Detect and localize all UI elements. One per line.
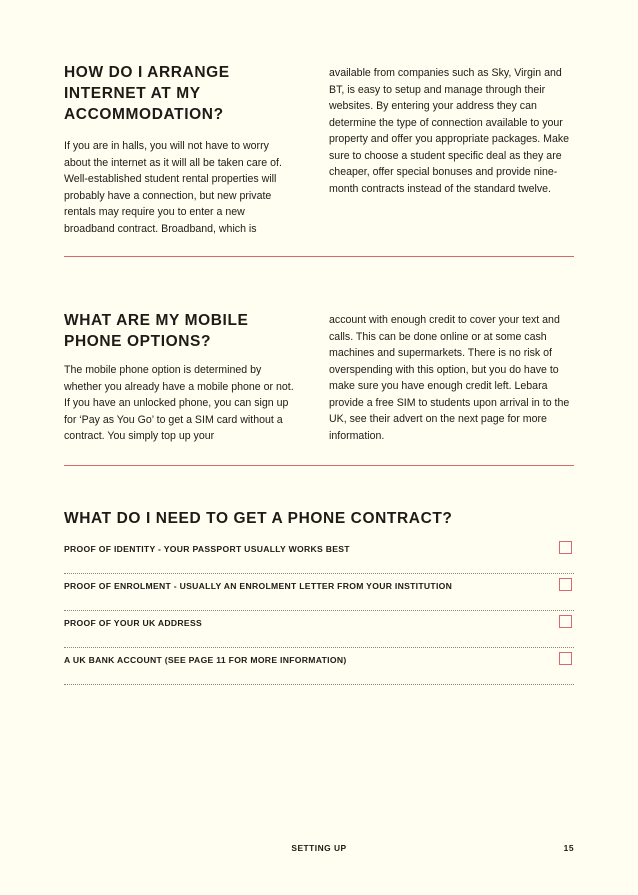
mobile-heading: WHAT ARE MY MOBILE PHONE OPTIONS? [64, 312, 249, 350]
checklist-item [64, 537, 574, 574]
checklist-item [64, 611, 574, 648]
divider-2 [64, 465, 574, 466]
checkbox[interactable] [559, 541, 572, 554]
checklist-item-label: PROOF OF YOUR UK ADDRESS [64, 618, 203, 628]
internet-left-text: If you are in halls, you will not have to worry about the internet as it will all be taken care of. Well-established student rental properties will probably have a connection, but new private rentals may require you to enter a new broadband contract. Broadband, which is [64, 140, 282, 235]
page-number: 15 [563, 843, 574, 853]
mobile-left-column [64, 310, 300, 445]
checklist-item [64, 648, 574, 685]
checklist-item-label: PROOF OF IDENTITY - YOUR PASSPORT USUALLY WORKS BEST [64, 544, 350, 554]
mobile-right-column [329, 312, 574, 444]
footer-section-label: SETTING UP [291, 843, 347, 853]
internet-heading: HOW DO I ARRANGE INTERNET AT MY ACCOMMODATION? [64, 64, 230, 123]
checklist-item-label: A UK BANK ACCOUNT (SEE PAGE 11 FOR MORE INFORMATION) [64, 655, 347, 665]
mobile-right-text: account with enough credit to cover your text and calls. This can be done online or at some cash machines and supermarkets. There is no risk of overspending with this option, but you do have to make sure you have enough credit left. Lebara provide a free SIM to students upon arrival in to the UK, see their advert on the next page for more information. [329, 314, 570, 442]
checkbox[interactable] [559, 652, 572, 665]
internet-right-column [329, 65, 574, 197]
internet-left-column [64, 62, 298, 237]
mobile-left-text: The mobile phone option is determined by whether you already have a mobile phone or not. If you have an unlocked phone, you can sign up for ‘Pay as You Go’ to get a SIM card without a contract. You simply top up your [64, 364, 294, 442]
internet-right-text: available from companies such as Sky, Virgin and BT, is easy to setup and manage through their websites. By entering your address they can determine the type of connection available to your property and offer you appropriate packages. Make sure to choose a student specific deal as they are cheaper, offer special bonuses and provide nine-month contracts instead of the standard twelve. [329, 67, 570, 195]
checklist-item [64, 574, 574, 611]
checkbox[interactable] [559, 615, 572, 628]
contract-heading: WHAT DO I NEED TO GET A PHONE CONTRACT? [64, 510, 453, 527]
section-contract [64, 508, 574, 665]
contract-checklist [64, 537, 574, 685]
checkbox[interactable] [559, 578, 572, 591]
checklist-item-label: PROOF OF ENROLMENT - USUALLY AN ENROLMENT LETTER FROM YOUR INSTITUTION [64, 581, 453, 591]
divider-1 [64, 256, 574, 257]
